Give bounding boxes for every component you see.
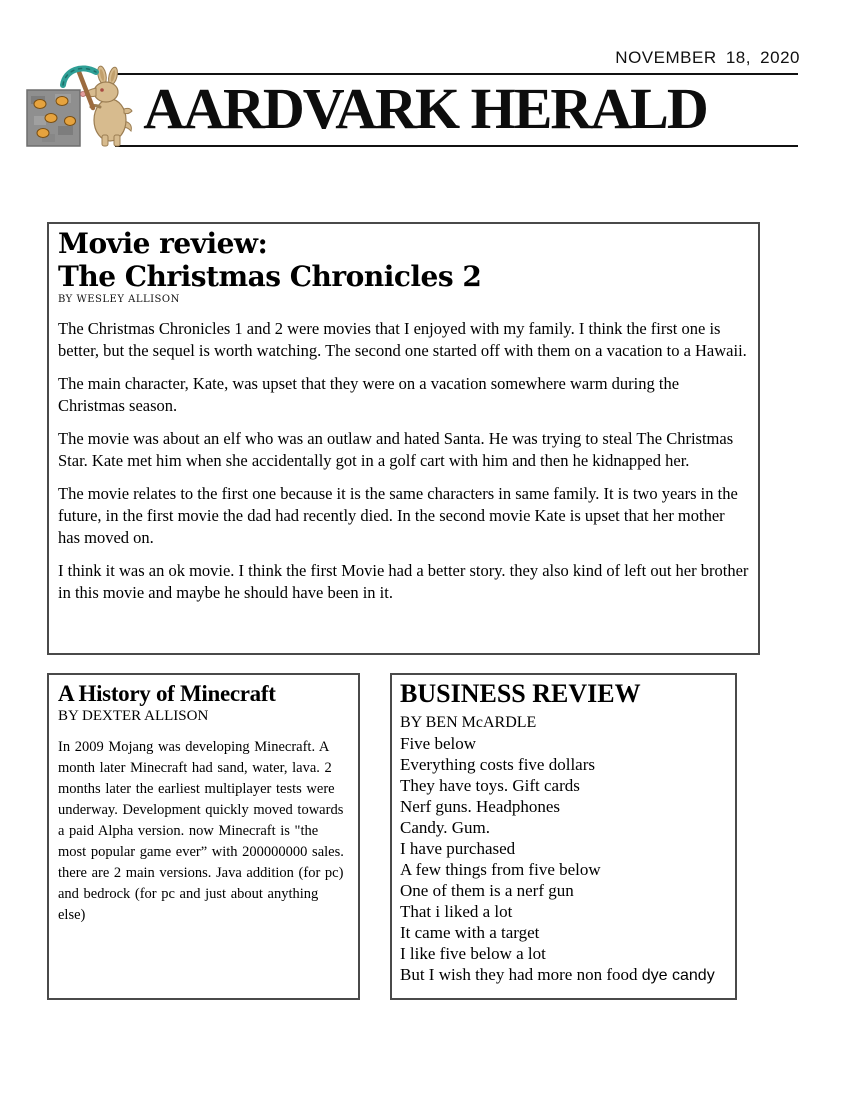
article-byline: BY BEN McARDLE bbox=[400, 714, 537, 731]
review-line: Everything costs five dollars bbox=[400, 755, 595, 774]
article-body bbox=[58, 318, 749, 604]
paragraph: I think it was an ok movie. I think the first Movie had a better story. they also kind of left out her brother in this movie and maybe he should have been in it. bbox=[58, 561, 749, 602]
paragraph: The movie relates to the first one because it is the same characters in same family. It is two years in the future, in the first movie the dad had recently died. In the second movie Kate is upset that her mother has moved on. bbox=[58, 484, 738, 547]
paragraph: The movie was about an elf who was an outlaw and hated Santa. He was trying to steal The Christmas Star. Kate met him when she accidentally got in a golf cart with him and then he kidnapped her. bbox=[58, 429, 734, 470]
review-line: It came with a target bbox=[400, 923, 540, 942]
paragraph: The main character, Kate, was upset that they were on a vacation somewhere warm during the Christmas season. bbox=[58, 374, 680, 415]
movie-review-article bbox=[47, 222, 760, 655]
article-title: A History of Minecraft bbox=[58, 681, 276, 706]
review-line-serif-part: But I wish they had more non food bbox=[400, 965, 642, 984]
paragraph: The Christmas Chronicles 1 and 2 were movies that I enjoyed with my family. I think the first one is better, but the sequel is worth watching. The second one started off with them on a vacation to a Hawaii. bbox=[58, 319, 747, 360]
header-rule-bottom bbox=[115, 145, 798, 147]
review-line: One of them is a nerf gun bbox=[400, 881, 574, 900]
review-line: Nerf guns. Headphones bbox=[400, 797, 561, 816]
business-review-article bbox=[390, 673, 737, 1000]
issue-date: NOVEMBER 18, 2020 bbox=[615, 48, 800, 67]
review-line: I have purchased bbox=[400, 839, 516, 858]
review-line: Candy. Gum. bbox=[400, 818, 491, 837]
review-line: That i liked a lot bbox=[400, 902, 513, 921]
review-line-last bbox=[400, 964, 727, 986]
review-line: They have toys. Gift cards bbox=[400, 776, 580, 795]
review-line-sans-part: dye candy bbox=[641, 967, 715, 984]
minecraft-article bbox=[47, 673, 360, 1000]
newspaper-title: AARDVARK HERALD bbox=[143, 76, 707, 141]
review-line: A few things from five below bbox=[400, 860, 601, 879]
review-line: I like five below a lot bbox=[400, 944, 546, 963]
article-body: In 2009 Mojang was developing Minecraft. A month later Minecraft had sand, water, lava. 2 months later the earliest multiplayer tests were underway. Development quickly moved towards a paid Alpha version. now Minecraft is "the most popular game ever” with 200000000 sales. there are 2 main versions. Java addition (for pc) and bedrock (for pc and just about anything else) bbox=[58, 739, 344, 923]
header-rule-top bbox=[115, 73, 798, 75]
article-title-line1: Movie review: bbox=[58, 227, 268, 260]
article-byline: BY WESLEY ALLISON bbox=[58, 294, 180, 305]
article-byline: BY DEXTER ALLISON bbox=[58, 708, 209, 724]
article-title-line2: The Christmas Chronicles 2 bbox=[58, 260, 482, 293]
article-title: BUSINESS REVIEW bbox=[400, 679, 641, 708]
review-line: Five below bbox=[400, 734, 477, 753]
